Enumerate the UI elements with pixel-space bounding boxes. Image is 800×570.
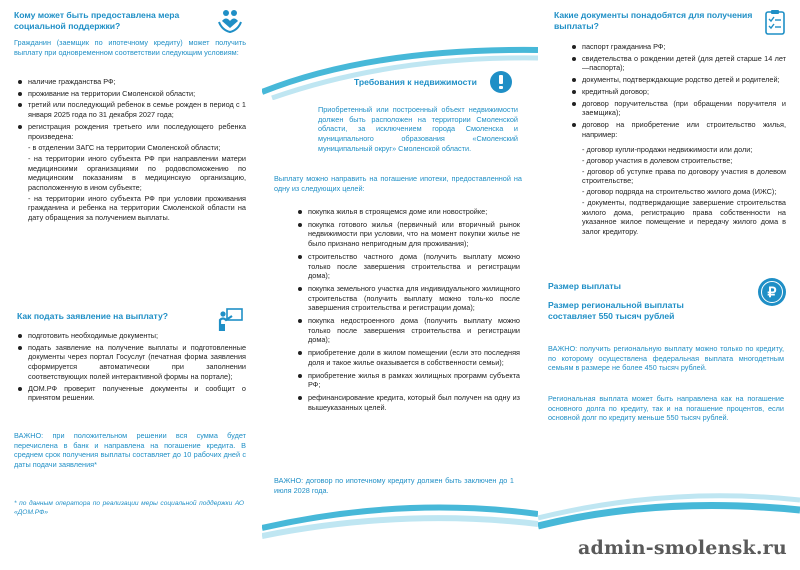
bottom-wave-decoration (262, 500, 538, 540)
apply-steps (16, 331, 246, 405)
list-item: договор на приобретение или строительство жилья, например: (570, 120, 786, 139)
checklist-icon (764, 9, 786, 35)
registration-options (16, 143, 246, 223)
important-note: ВАЖНО: при положительном решении вся сумма будет перечислена в банк и направлена на погашение кредита. В среднем срок получения выплаты составляет до 10 рабочих дней с даты подачи заявления* (14, 431, 246, 470)
amount-subtitle: Размер региональной выплаты составляет 550 тысяч рублей (548, 300, 684, 321)
list-item: кредитный договор; (570, 87, 786, 97)
list-item: подать заявление на получение выплаты и подготовленные документы через портал Госуслуг (печатная форма заявления сформируется автоматически при заполнении соответствующих полей интерактивной формы на портале); (16, 343, 246, 382)
list-item: рефинансирование кредита, который был получен на одну из вышеуказанных целей. (296, 393, 520, 412)
list-item: свидетельства о рождении детей (для детей старше 14 лет —паспорта); (570, 54, 786, 73)
list-item: - на территории иного субъекта РФ при направлении матери медицинскими организациями по родовспоможению по медицинским показаниям в медицинскую организацию, расположенную в ином субъекте; (28, 153, 246, 193)
presenter-icon (218, 306, 244, 332)
list-item: подготовить необходимые документы; (16, 331, 246, 341)
deadline-note: ВАЖНО: договор по ипотечному кредиту должен быть заключен до 1 июля 2028 года. (274, 476, 514, 495)
apply-title: Как подать заявление на выплату? (17, 311, 169, 321)
list-item: приобретение доли в жилом помещении (если это последняя доля и такое жилье оказывается в собственности семьи); (296, 348, 520, 367)
list-item: - договор об уступке права по договору участия в долевом строительстве; (582, 166, 786, 186)
contract-examples (570, 145, 786, 236)
bottom-wave-decoration (538, 488, 800, 538)
list-item: покупка готового жилья (первичный или вторичный рынок недвижимости при условии, что на момент покупки жилье не было признано непригодным для проживания); (296, 220, 520, 249)
amount-note: ВАЖНО: получить региональную выплату можно только по кредиту, по которому осуществлена федеральная выплата многодетным семьям в размере не более 450 тысяч рублей. (548, 344, 784, 373)
list-item: третий или последующий ребенок в семье рожден в период с 1 января 2025 года по 31 декабря 2027 года; (16, 100, 246, 119)
list-item: регистрация рождения третьего или последующего ребенка произведена: (16, 122, 246, 141)
ruble-icon: ₽ (758, 278, 786, 306)
documents-title: Какие документы понадобятся для получения выплаты? (554, 10, 753, 31)
site-watermark: admin-smolensk.ru (578, 537, 787, 559)
list-item: покупка жилья в строящемся доме или новостройке; (296, 207, 520, 217)
support-intro: Гражданин (заемщик по ипотечному кредиту) может получить выплату при одновременном соответствии следующим условиям: (14, 38, 246, 57)
list-item: - документы, подтверждающие завершение строительства жилого дома, регистрацию права собственности на указанное жилое помещение и передачу жилого дома в залог кредитору. (582, 197, 786, 236)
list-item: покупка недостроенного дома (получить выплату можно только после завершения строительства и регистрации дома); (296, 316, 520, 345)
purposes-list (296, 207, 520, 415)
family-hands-icon (217, 8, 243, 34)
support-title: Кому может быть предоставлена мера социальной поддержки? (14, 10, 180, 31)
documents-list (570, 42, 786, 238)
list-item: - договор купли-продажи недвижимости или доли; (582, 145, 753, 155)
conditions-list (16, 77, 246, 224)
list-item: - договор подряда на строительство жилого дома (ИЖС); (582, 187, 777, 197)
list-item: договор поручительства (при обращении поручителя и заемщика); (570, 99, 786, 118)
list-item: приобретение жилья в рамках жилищных программ субъекта РФ; (296, 371, 520, 390)
property-note: Приобретенный или построенный объект недвижимости должен быть расположен на территории Смоленской области, за исключением города Смоленска и муниципального образования «Смоленский муниципальный округ» Смоленской области. (318, 105, 518, 153)
list-item: ДОМ.РФ проверит полученные документы и сообщит о принятом решении. (16, 384, 246, 403)
requirements-title: Требования к недвижимости (354, 77, 477, 87)
list-item: строительство частного дома (получить выплату можно только после завершения строительства и регистрации дома); (296, 252, 520, 281)
payment-intro: Выплату можно направить на погашение ипотеки, предоставленной на одну из следующих целей: (274, 174, 522, 193)
list-item: - на территории иного субъекта РФ при условии проживания гражданина и ребенка на территории Смоленской области на дату обращения за получением выплаты. (28, 193, 246, 223)
column-eligibility (0, 0, 262, 540)
column-requirements (262, 0, 538, 540)
list-item: проживание на территории Смоленской области; (16, 89, 246, 99)
list-item: документы, подтверждающие родство детей и родителей; (570, 75, 786, 85)
column-documents (538, 0, 800, 540)
footnote: * по данным оператора по реализации меры социальной поддержки АО «ДОМ.РФ» (14, 500, 244, 516)
list-item: - договор участия в долевом строительстве; (582, 156, 733, 166)
list-item: наличие гражданства РФ; (16, 77, 246, 87)
list-item: покупка земельного участка для индивидуального жилищного строительства (получить выплату можно толь-ко после завершения строительства и регистрации дома); (296, 284, 520, 313)
amount-title: Размер выплаты (548, 281, 621, 291)
repayment-note: Региональная выплата может быть направлена как на погашение основного долга по кредиту, так и на погашение процентов, если основной долг по кредиту меньше 550 тысяч рублей. (548, 394, 784, 423)
list-item: - в отделении ЗАГС на территории Смоленской области; (28, 143, 221, 153)
list-item: паспорт гражданина РФ; (570, 42, 786, 52)
exclamation-icon (490, 71, 512, 93)
